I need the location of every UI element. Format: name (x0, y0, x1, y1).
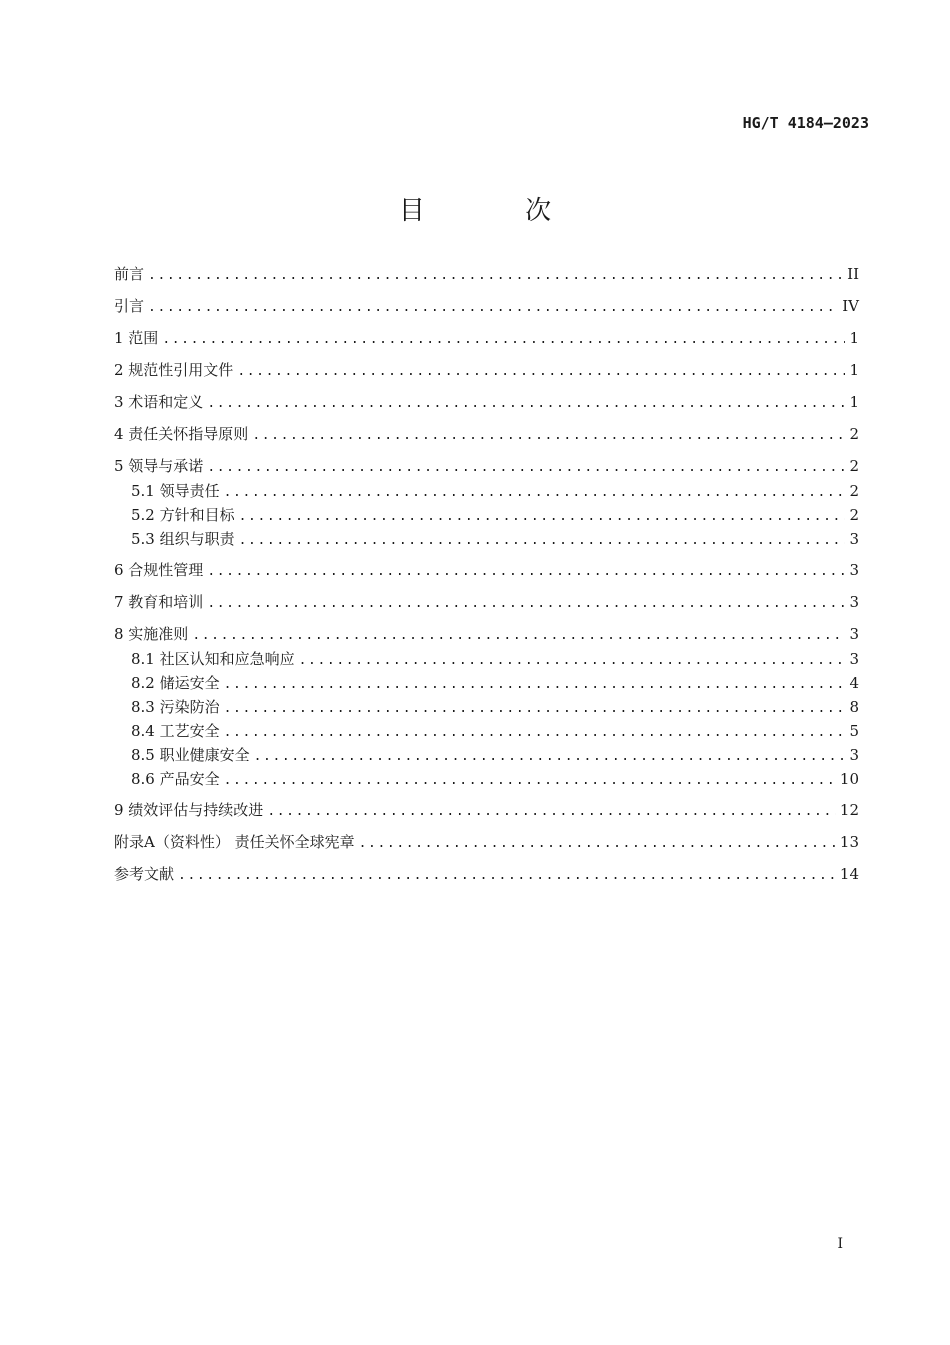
toc-leader-dots (192, 625, 845, 647)
toc-leader-dots (299, 650, 846, 672)
toc-entry[interactable] (131, 648, 859, 670)
toc-leader-dots (224, 770, 836, 792)
toc-entry[interactable] (114, 423, 859, 445)
toc-entry-label: 1 范围 (114, 329, 159, 347)
toc-entry-label: 8 实施准则 (114, 625, 189, 643)
toc-entry[interactable] (114, 391, 859, 413)
toc-entry-label: 附录A（资料性） 责任关怀全球宪章 (114, 833, 355, 851)
toc-entry-page: 3 (849, 561, 859, 579)
toc-entry-page: 1 (849, 329, 859, 347)
toc-entry[interactable] (114, 263, 859, 285)
toc-entry[interactable] (114, 799, 859, 821)
toc-entry-page: II (847, 265, 859, 283)
toc-entry-page: 10 (839, 770, 859, 788)
toc-leader-dots (237, 361, 845, 383)
toc-entry-page: 3 (849, 746, 859, 764)
toc-entry-label: 参考文献 (114, 865, 175, 883)
toc-entry-label: 8.6 产品安全 (131, 770, 220, 788)
toc-leader-dots (207, 457, 845, 479)
toc-leader-dots (252, 425, 845, 447)
toc-leader-dots (239, 506, 846, 528)
toc-entry-page: 8 (849, 698, 859, 716)
document-code: HG/T 4184—2023 (742, 114, 869, 132)
toc-entry[interactable] (131, 480, 859, 502)
toc-entry-page: 13 (839, 833, 859, 851)
toc-entry[interactable] (131, 720, 859, 742)
toc-entry-page: 12 (839, 801, 859, 819)
toc-entry-label: 5.1 领导责任 (131, 482, 220, 500)
toc-entry[interactable] (114, 327, 859, 349)
toc-leader-dots (224, 482, 846, 504)
toc-entry-page: 3 (849, 593, 859, 611)
toc-entry-page: 3 (849, 650, 859, 668)
toc-entry[interactable] (114, 455, 859, 477)
toc-entry-label: 3 术语和定义 (114, 393, 204, 411)
toc-entry[interactable] (114, 863, 859, 885)
toc-leader-dots (224, 722, 846, 744)
toc-entry-page: 14 (839, 865, 859, 883)
toc-leader-dots (148, 265, 843, 287)
toc-entry[interactable] (131, 744, 859, 766)
toc-entry-page: 2 (849, 457, 859, 475)
toc-leader-dots (224, 698, 846, 720)
toc-leader-dots (207, 561, 845, 583)
toc-leader-dots (224, 674, 846, 696)
toc-entry-page: 2 (849, 425, 859, 443)
toc-entry-page: 1 (849, 361, 859, 379)
toc-leader-dots (178, 865, 836, 887)
toc-entry-label: 前言 (114, 265, 145, 283)
toc-entry-label: 5.3 组织与职责 (131, 530, 235, 548)
toc-entry[interactable] (131, 528, 859, 550)
page-title: 目 次 (398, 196, 598, 226)
toc-entry[interactable] (114, 559, 859, 581)
toc-leader-dots (148, 297, 838, 319)
toc-leader-dots (239, 530, 846, 552)
toc-leader-dots (359, 833, 836, 855)
toc-entry-label: 8.2 储运安全 (131, 674, 220, 692)
toc-entry-page: 2 (849, 506, 859, 524)
toc-entry-label: 引言 (114, 297, 145, 315)
toc-entry-label: 5.2 方针和目标 (131, 506, 235, 524)
toc-leader-dots (254, 746, 846, 768)
toc-entry[interactable] (114, 295, 859, 317)
toc-entry[interactable] (114, 623, 859, 645)
toc-entry-label: 5 领导与承诺 (114, 457, 204, 475)
toc-entry-page: 5 (849, 722, 859, 740)
toc-entry-label: 4 责任关怀指导原则 (114, 425, 249, 443)
toc-entry-page: 2 (849, 482, 859, 500)
toc-entry-label: 8.1 社区认知和应急响应 (131, 650, 295, 668)
toc-entry[interactable] (114, 831, 859, 853)
toc-leader-dots (162, 329, 845, 351)
toc-entry-page: 3 (849, 530, 859, 548)
toc-leader-dots (207, 593, 845, 615)
toc-entry-page: 4 (849, 674, 859, 692)
toc-entry-page: 3 (849, 625, 859, 643)
toc-entry[interactable] (131, 672, 859, 694)
toc-entry-page: IV (842, 297, 859, 315)
toc-leader-dots (207, 393, 845, 415)
toc-entry[interactable] (114, 591, 859, 613)
toc-leader-dots (267, 801, 836, 823)
toc-entry-page: 1 (849, 393, 859, 411)
toc-entry-label: 8.5 职业健康安全 (131, 746, 250, 764)
toc-entry-label: 8.4 工艺安全 (131, 722, 220, 740)
toc-entry[interactable] (131, 768, 859, 790)
toc-entry[interactable] (114, 359, 859, 381)
toc-entry[interactable] (131, 696, 859, 718)
toc-entry[interactable] (131, 504, 859, 526)
toc-entry-label: 8.3 污染防治 (131, 698, 220, 716)
toc-entry-label: 7 教育和培训 (114, 593, 204, 611)
page-number: I (837, 1236, 843, 1252)
toc-entry-label: 6 合规性管理 (114, 561, 204, 579)
toc-entry-label: 9 绩效评估与持续改进 (114, 801, 264, 819)
toc-entry-label: 2 规范性引用文件 (114, 361, 234, 379)
